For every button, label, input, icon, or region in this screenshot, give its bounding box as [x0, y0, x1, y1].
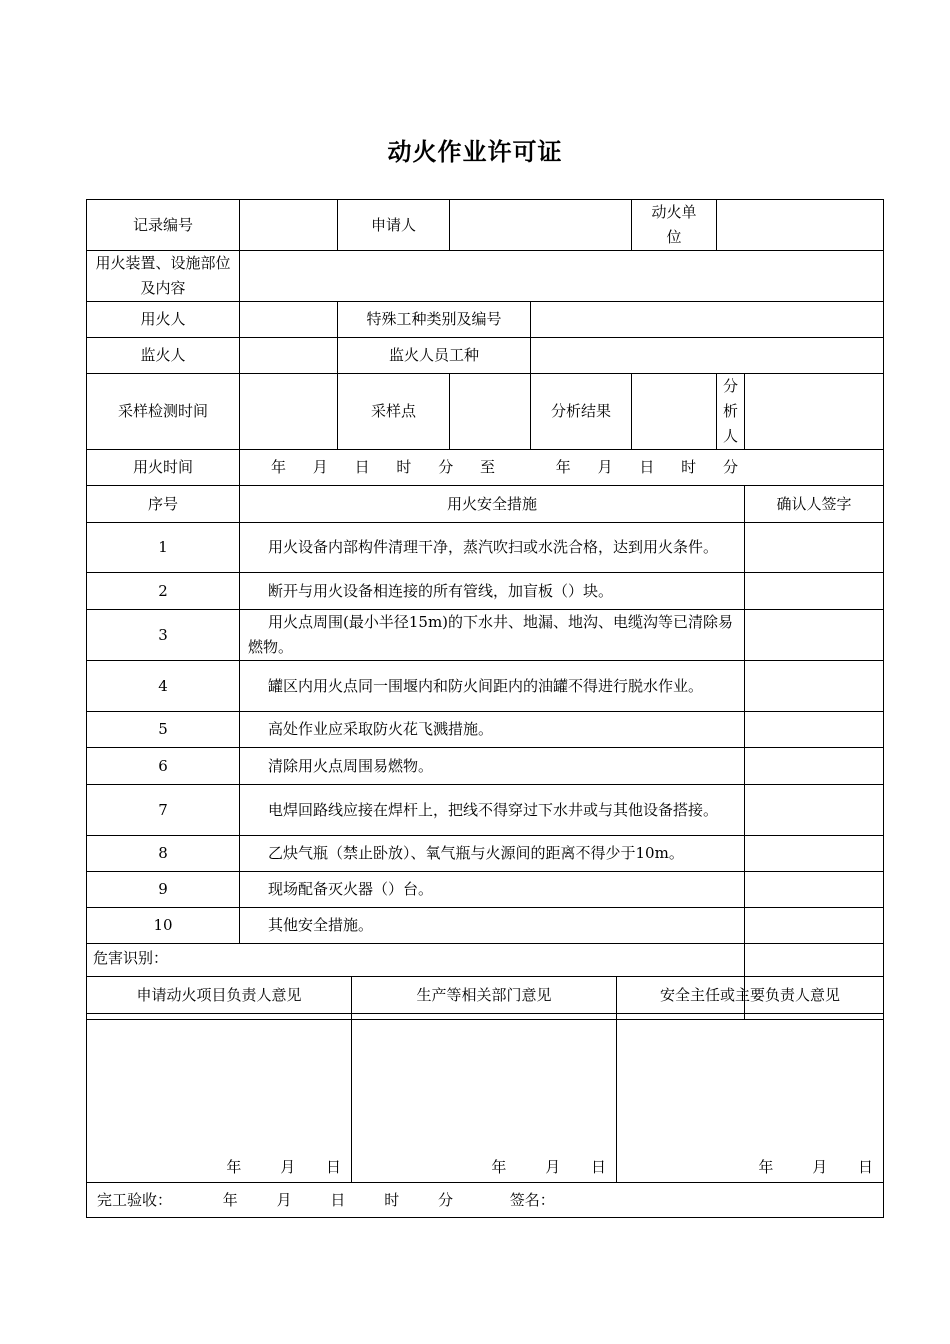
fire-time-field[interactable]: 年 月 日 时 分 至 年 月 日 时 分: [240, 450, 884, 486]
permit-table: [86, 199, 884, 1020]
unit-label: 动火单位: [632, 200, 717, 251]
unit-field[interactable]: [717, 200, 884, 251]
measure-text: 高处作业应采取防火花飞溅措施。: [240, 712, 745, 748]
measure-no: 6: [87, 748, 240, 785]
sample-point-label: 采样点: [338, 374, 450, 450]
record-no-label: 记录编号: [87, 200, 240, 251]
confirm-signature-field[interactable]: [745, 712, 884, 748]
measure-text: 电焊回路线应接在焊杆上，把线不得穿过下水井或与其他设备搭接。: [240, 785, 745, 836]
monitor-label: 监火人: [87, 338, 240, 374]
measure-no: 2: [87, 573, 240, 610]
confirm-signature-field[interactable]: [745, 836, 884, 872]
monitor-type-label: 监火人员工种: [338, 338, 531, 374]
monitor-type-field[interactable]: [531, 338, 884, 374]
equipment-field[interactable]: [240, 251, 884, 302]
acceptance-label: 完工验收：: [97, 1190, 173, 1209]
measure-no: 9: [87, 872, 240, 908]
measure-no: 8: [87, 836, 240, 872]
measure-text: 乙炔气瓶（禁止卧放）、氧气瓶与火源间的距离不得少于10m。: [240, 836, 745, 872]
measure-no: 3: [87, 610, 240, 661]
confirm-signature-field[interactable]: [745, 748, 884, 785]
applicant-field[interactable]: [450, 200, 632, 251]
measure-no: 5: [87, 712, 240, 748]
acceptance-sign-label: 签名：: [509, 1190, 555, 1209]
confirm-header: 确认人签字: [745, 486, 884, 523]
analyst-field[interactable]: [745, 374, 884, 450]
measure-no-header: 序号: [87, 486, 240, 523]
production-dept-opinion-field[interactable]: 年 月 日: [352, 1014, 617, 1183]
measure-text: 用火设备内部构件清理干净，蒸汽吹扫或水洗合格，达到用火条件。: [240, 523, 745, 573]
sample-time-label: 采样检测时间: [87, 374, 240, 450]
project-head-opinion-field[interactable]: 年 月 日: [87, 1014, 352, 1183]
measure-text: 罐区内用火点同一围堰内和防火间距内的油罐不得进行脱水作业。: [240, 661, 745, 712]
fire-time-label: 用火时间: [87, 450, 240, 486]
confirm-signature-field[interactable]: [745, 610, 884, 661]
measure-text: 用火点周围(最小半径15m)的下水井、地漏、地沟、电缆沟等已清除易燃物。: [240, 610, 745, 661]
measure-no: 10: [87, 908, 240, 944]
measure-no: 4: [87, 661, 240, 712]
safety-head-header: 安全主任或主要负责人意见: [617, 977, 884, 1014]
acceptance-row[interactable]: 完工验收： 年 月 日 时 分 签名：: [87, 1183, 884, 1218]
hazard-label: 危害识别：: [93, 949, 169, 967]
sample-point-field[interactable]: [450, 374, 531, 450]
result-field[interactable]: [632, 374, 717, 450]
measure-text: 清除用火点周围易燃物。: [240, 748, 745, 785]
measure-no: 1: [87, 523, 240, 573]
applicant-label: 申请人: [338, 200, 450, 251]
confirm-signature-field[interactable]: [745, 661, 884, 712]
confirm-signature-field[interactable]: [745, 573, 884, 610]
measure-text: 断开与用火设备相连接的所有管线，加盲板（）块。: [240, 573, 745, 610]
opinion-table: [86, 976, 884, 1218]
confirm-signature-field[interactable]: [745, 872, 884, 908]
confirm-signature-field[interactable]: [745, 785, 884, 836]
page-title: 动火作业许可证: [387, 138, 563, 166]
fire-user-field[interactable]: [240, 302, 338, 338]
result-label: 分析结果: [531, 374, 632, 450]
analyst-label: 分析人: [717, 374, 745, 450]
sample-time-field[interactable]: [240, 374, 338, 450]
special-type-label: 特殊工种类别及编号: [338, 302, 531, 338]
record-no-field[interactable]: [240, 200, 338, 251]
production-dept-header: 生产等相关部门意见: [352, 977, 617, 1014]
safety-head-opinion-field[interactable]: 年 月 日: [617, 1014, 884, 1183]
fire-user-label: 用火人: [87, 302, 240, 338]
special-type-field[interactable]: [531, 302, 884, 338]
project-head-header: 申请动火项目负责人意见: [87, 977, 352, 1014]
measure-text: 现场配备灭火器（）台。: [240, 872, 745, 908]
monitor-field[interactable]: [240, 338, 338, 374]
measure-text: 其他安全措施。: [240, 908, 745, 944]
measure-header: 用火安全措施: [240, 486, 745, 523]
equipment-label: 用火装置、设施部位及内容: [87, 251, 240, 302]
measure-no: 7: [87, 785, 240, 836]
confirm-signature-field[interactable]: [745, 523, 884, 573]
confirm-signature-field[interactable]: [745, 908, 884, 944]
